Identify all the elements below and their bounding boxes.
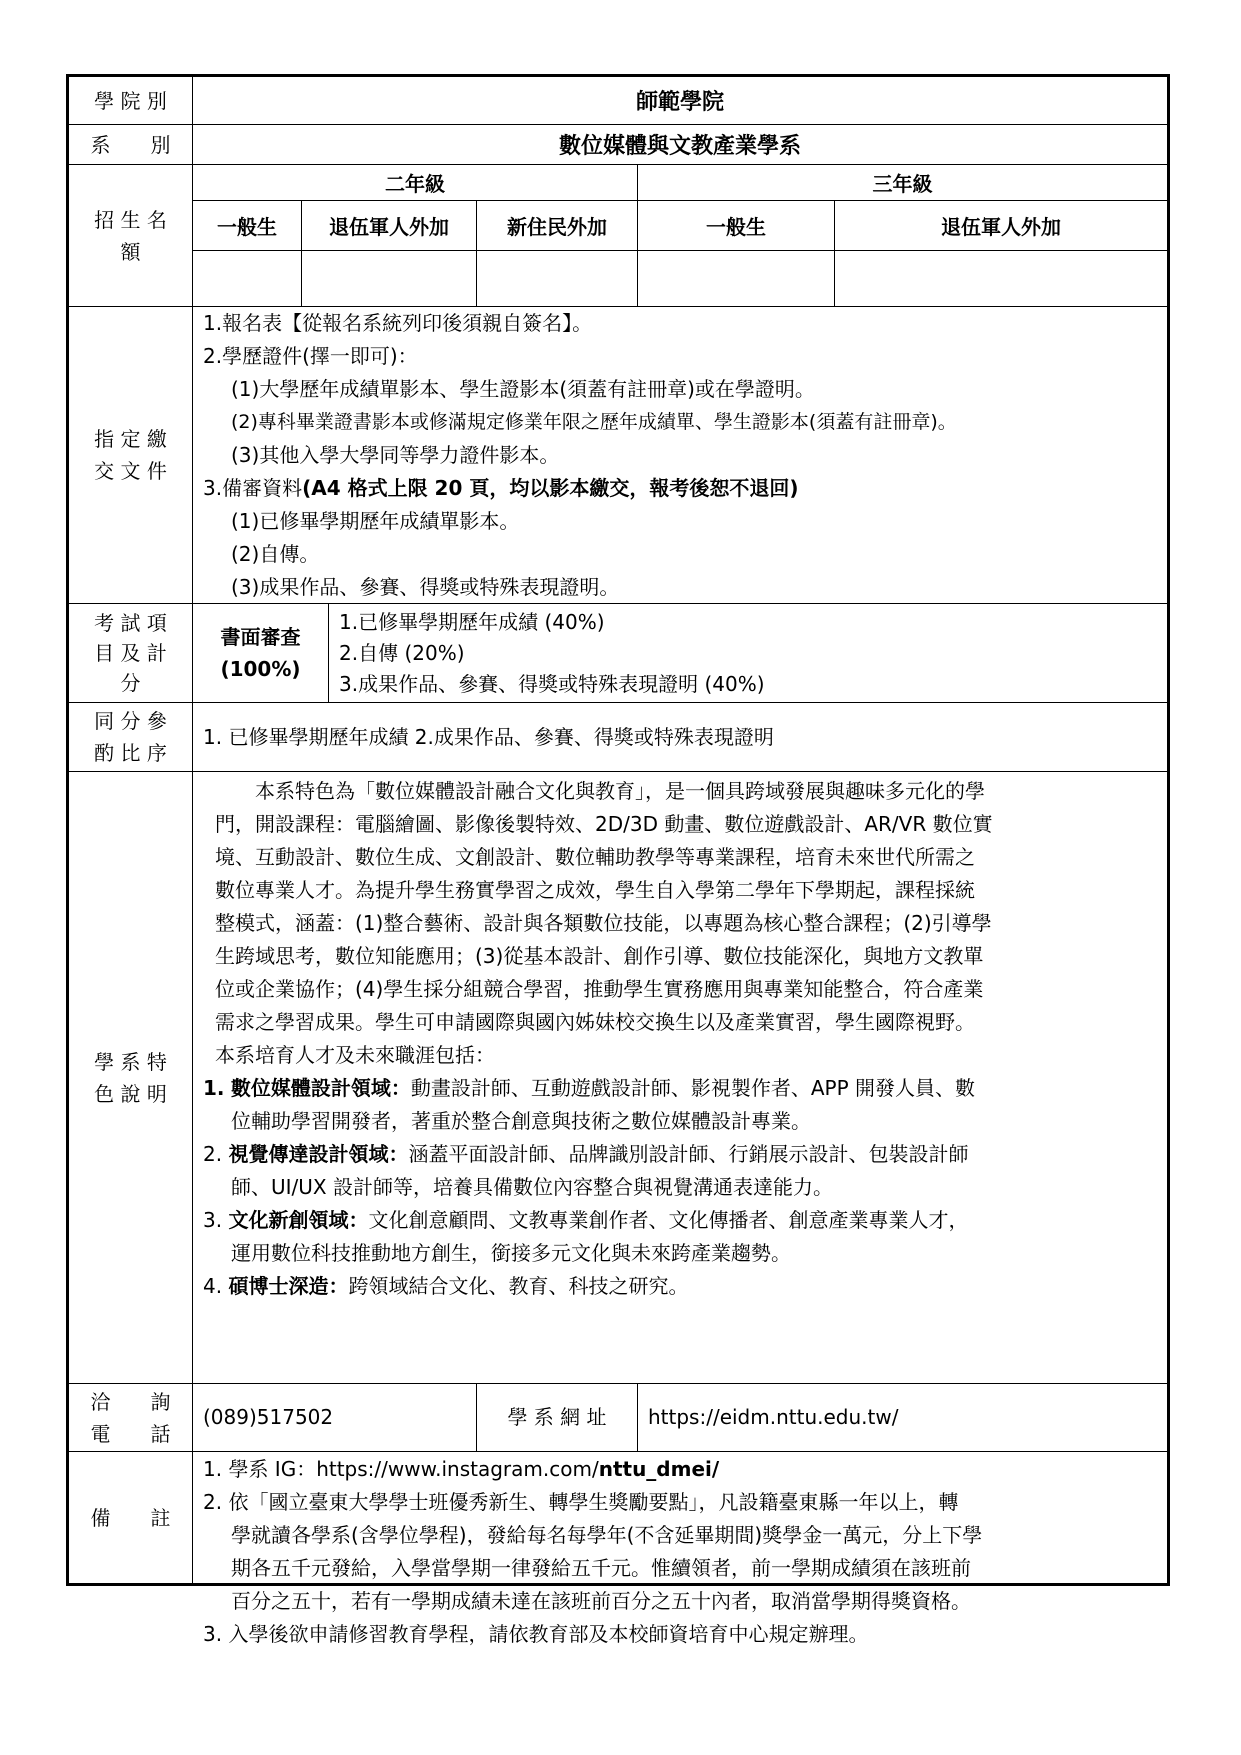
career-desc: 動畫設計師、互動遊戲設計師、影視製作者、APP 開發人員、數 xyxy=(410,1076,976,1100)
g2-general-text: 一般生 xyxy=(217,215,277,239)
documents-label xyxy=(69,307,193,603)
g2-veteran-header xyxy=(301,201,476,251)
doc-line-3-prefix: 3.備審資料 xyxy=(203,476,303,500)
quota-grid xyxy=(193,165,1167,306)
documents-list xyxy=(193,307,1167,603)
feature-para-line: 整模式，涵蓋：(1)整合藝術、設計與各類數位技能，以專題為核心整合課程；(2)引導學 xyxy=(215,911,992,935)
grade3-header xyxy=(637,165,1167,201)
career-title: 文化新創領域： xyxy=(228,1208,369,1232)
feature-para-line: 境、互動設計、數位生成、文創設計、數位輔助教學等專業課程，培育未來世代所需之 xyxy=(215,845,975,869)
contact-label-line2: 電 話 xyxy=(90,1421,171,1446)
tiebreak-label-line2: 酌 比 序 xyxy=(94,741,167,765)
note-line: 2. 依「國立臺東大學學士班優秀新生、轉學生獎勵要點」，凡設籍臺東縣一年以上，轉 xyxy=(203,1490,959,1514)
note-line xyxy=(203,1453,1159,1486)
tiebreak-value: 1. 已修畢學期歷年成績 2.成果作品、參賽、得獎或特殊表現證明 xyxy=(203,724,774,749)
quota-label xyxy=(69,165,193,306)
g2-newresident-header xyxy=(476,201,637,251)
doc-line: (2)自傳。 xyxy=(231,542,320,566)
row-notes xyxy=(69,1452,1167,1646)
notes-content xyxy=(193,1452,1167,1646)
ig-prefix: 1. 學系 IG：https://www.instagram.com/ xyxy=(203,1457,599,1481)
exam-label-line2: 目 及 計 xyxy=(94,641,167,665)
web-label-cell xyxy=(476,1384,637,1451)
web-label: 學 系 網 址 xyxy=(507,1405,607,1429)
feature-para-line: 位或企業協作；(4)學生採分組競合學習，推動學生實務應用與專業知能整合，符合產業 xyxy=(215,977,984,1001)
college-value: 師範學院 xyxy=(635,90,724,115)
g2-newresident-count xyxy=(476,251,637,306)
department-label: 系 別 xyxy=(69,125,193,164)
row-documents xyxy=(69,307,1167,604)
g2-general-header xyxy=(193,201,301,251)
g3-general-header xyxy=(637,201,834,251)
row-features xyxy=(69,772,1167,1384)
doc-line: (3)成果作品、參賽、得獎或特殊表現證明。 xyxy=(231,575,620,599)
exam-label-line1: 考 試 項 xyxy=(94,611,167,635)
g2-veteran-count xyxy=(301,251,476,306)
career-title: 碩博士深造： xyxy=(228,1274,349,1298)
phone-number: (089)517502 xyxy=(203,1405,334,1429)
tiebreak-label xyxy=(69,703,193,771)
g3-veteran-header xyxy=(834,201,1167,251)
college-label: 學 院 別 xyxy=(69,77,193,124)
doc-line xyxy=(203,472,1159,505)
quota-label-line1: 招 生 名 xyxy=(94,207,167,232)
grade3-header-text: 三年級 xyxy=(872,172,933,196)
note-line: 百分之五十，若有一學期成績未達在該班前百分之五十內者，取消當學期得獎資格。 xyxy=(231,1589,971,1613)
row-exam xyxy=(69,604,1167,703)
row-department xyxy=(69,125,1167,165)
exam-label-line3: 分 xyxy=(120,671,141,695)
feature-para-line: 生跨域思考，數位知能應用；(3)從基本設計、創作引導、數位技能深化，與地方文教單 xyxy=(215,944,984,968)
features-label-line2: 色 說 明 xyxy=(94,1081,167,1106)
documents-label-line1: 指 定 繳 xyxy=(94,427,167,451)
g2-general-count xyxy=(193,251,301,306)
quota-label-line2: 額 xyxy=(120,239,141,264)
career-item xyxy=(203,1138,1159,1171)
feature-para-line: 需求之學習成果。學生可申請國際與國內姊妹校交換生以及產業實習，學生國際視野。 xyxy=(215,1010,975,1034)
career-desc: 涵蓋平面設計師、品牌識別設計師、行銷展示設計、包裝設計師 xyxy=(408,1142,969,1166)
note-line: 3. 入學後欲申請修習教育學程，請依教育部及本校師資培育中心規定辦理。 xyxy=(203,1622,869,1646)
career-desc-cont: 師、UI/UX 設計師等，培養具備數位內容整合與視覺溝通表達能力。 xyxy=(231,1175,833,1199)
tiebreak-value-cell xyxy=(193,703,1167,771)
exam-items xyxy=(328,604,1167,702)
grade2-header xyxy=(193,165,637,201)
career-item xyxy=(203,1204,1159,1237)
contact-label xyxy=(69,1384,193,1451)
note-line: 學就讀各學系(含學位學程)，發給每名每學年(不含延畢期間)獎學金一萬元，分上下學 xyxy=(231,1523,983,1547)
grade2-header-text: 二年級 xyxy=(385,172,445,196)
features-content xyxy=(193,772,1167,1383)
tiebreak-label-line1: 同 分 參 xyxy=(94,709,167,733)
exam-content xyxy=(193,604,1167,702)
note-line: 期各五千元發給，入學當學期一律發給五千元。惟續領者，前一學期成績須在該班前 xyxy=(231,1556,971,1580)
features-label xyxy=(69,772,193,1383)
row-contact xyxy=(69,1384,1167,1452)
exam-method-text: 書面審查 xyxy=(220,625,301,649)
web-cell xyxy=(637,1384,1167,1451)
feature-para-line: 數位專業人才。為提升學生務實學習之成效，學生自入學第二學年下學期起，課程採統 xyxy=(215,878,975,902)
doc-line: 2.學歷證件(擇一即可)： xyxy=(203,344,418,368)
g2-veteran-text: 退伍軍人外加 xyxy=(329,215,449,239)
g3-general-count xyxy=(637,251,834,306)
row-college xyxy=(69,77,1167,125)
career-num: 1. xyxy=(203,1076,225,1100)
contact-label-line1: 洽 詢 xyxy=(90,1389,171,1414)
exam-item: 3.成果作品、參賽、得獎或特殊表現證明 (40%) xyxy=(339,671,765,696)
doc-line-3-emphasis: (A4 格式上限 20 頁，均以影本繳交，報考後恕不退回) xyxy=(302,476,799,500)
career-num: 4. xyxy=(203,1274,223,1298)
contact-content xyxy=(193,1384,1167,1451)
career-desc: 跨領域結合文化、教育、科技之研究。 xyxy=(348,1274,689,1298)
g3-veteran-count xyxy=(834,251,1167,306)
feature-para-line: 門，開設課程：電腦繪圖、影像後製特效、2D/3D 動畫、數位遊戲設計、AR/VR 數位實 xyxy=(215,812,993,836)
phone-cell xyxy=(193,1384,476,1451)
doc-line: (1)已修畢學期歷年成績單影本。 xyxy=(231,509,520,533)
career-num: 3. xyxy=(203,1208,223,1232)
ig-handle[interactable]: nttu_dmei/ xyxy=(598,1457,720,1481)
g2-newresident-text: 新住民外加 xyxy=(507,215,607,239)
website-link[interactable]: https://eidm.nttu.edu.tw/ xyxy=(648,1405,899,1429)
documents-label-line2: 交 文 件 xyxy=(94,459,167,483)
doc-line: (3)其他入學大學同等學力證件影本。 xyxy=(231,443,560,467)
row-tiebreak xyxy=(69,703,1167,772)
feature-para-line: 本系培育人才及未來職涯包括： xyxy=(215,1043,495,1067)
features-label-line1: 學 系 特 xyxy=(94,1049,167,1074)
career-desc-cont: 運用數位科技推動地方創生，銜接多元文化與未來跨產業趨勢。 xyxy=(231,1241,791,1265)
g3-veteran-text: 退伍軍人外加 xyxy=(941,215,1061,239)
row-quota xyxy=(69,165,1167,307)
department-value: 數位媒體與文教產業學系 xyxy=(558,134,801,159)
career-item xyxy=(203,1072,1159,1105)
doc-line: 1.報名表【從報名系統列印後須親自簽名】。 xyxy=(203,311,593,335)
feature-para-line: 本系特色為「數位媒體設計融合文化與教育」，是一個具跨域發展與趣味多元化的學 xyxy=(215,779,985,803)
exam-item: 2.自傳 (20%) xyxy=(339,640,465,665)
career-desc-cont: 位輔助學習開發者，著重於整合創意與技術之數位媒體設計專業。 xyxy=(231,1109,811,1133)
doc-line: (2)專科畢業證書影本或修滿規定修業年限之歷年成績單、學生證影本(須蓋有註冊章)。 xyxy=(231,411,957,433)
career-item xyxy=(203,1270,1159,1303)
career-title: 數位媒體設計領域： xyxy=(230,1076,411,1100)
g3-general-text: 一般生 xyxy=(706,215,766,239)
admission-table xyxy=(66,74,1170,1646)
exam-method-pct: (100%) xyxy=(220,657,301,681)
career-desc: 文化創意顧問、文教專業創作者、文化傳播者、創意產業專業人才， xyxy=(368,1208,969,1232)
career-num: 2. xyxy=(203,1142,223,1166)
exam-method xyxy=(193,604,328,702)
exam-item: 1.已修畢學期歷年成績 (40%) xyxy=(339,609,605,634)
exam-label xyxy=(69,604,193,702)
doc-line: (1)大學歷年成績單影本、學生證影本(須蓋有註冊章)或在學證明。 xyxy=(231,377,815,401)
career-title: 視覺傳達設計領域： xyxy=(228,1142,409,1166)
notes-label: 備 註 xyxy=(69,1452,193,1583)
